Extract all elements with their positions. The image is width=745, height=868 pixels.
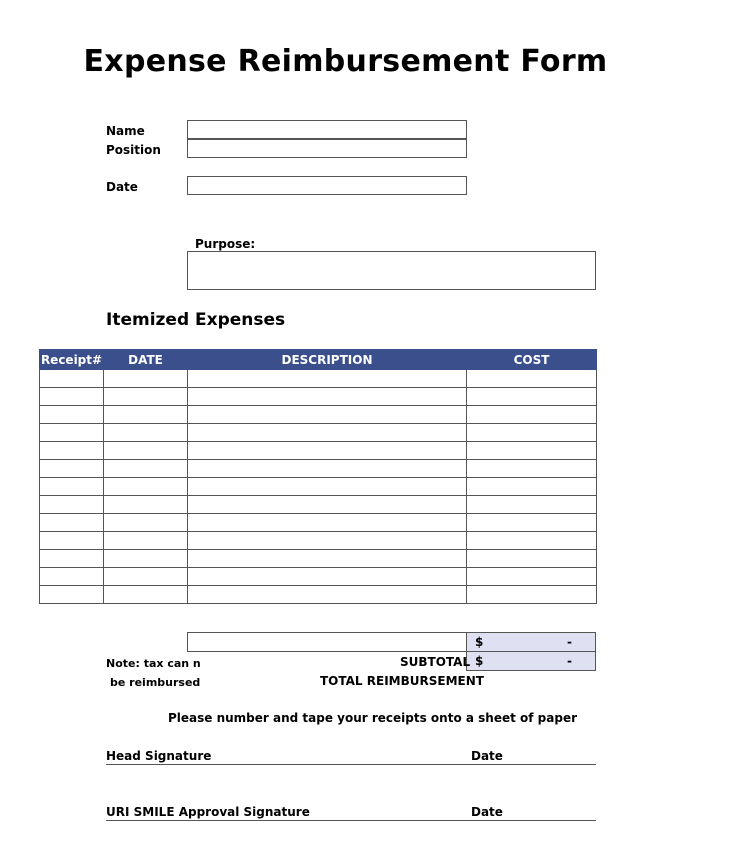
cost-cell[interactable] bbox=[467, 586, 597, 604]
expense-table bbox=[39, 349, 597, 604]
description-cell[interactable] bbox=[188, 370, 467, 388]
cost-total-cell bbox=[466, 632, 596, 652]
approval-date-label: Date bbox=[471, 805, 503, 819]
description-cell[interactable] bbox=[188, 424, 467, 442]
name-field[interactable] bbox=[187, 120, 467, 139]
note-line-1: Note: tax can n bbox=[106, 657, 201, 670]
subtotal-label: SUBTOTAL bbox=[400, 655, 471, 669]
table-row bbox=[40, 496, 597, 514]
description-cell[interactable] bbox=[188, 550, 467, 568]
table-row bbox=[40, 424, 597, 442]
receipt-cell[interactable] bbox=[40, 496, 104, 514]
cost-cell[interactable] bbox=[467, 424, 597, 442]
receipt-cell[interactable] bbox=[40, 568, 104, 586]
cost-cell[interactable] bbox=[467, 460, 597, 478]
col-header-description: DESCRIPTION bbox=[188, 350, 467, 370]
col-header-receipt: Receipt# bbox=[40, 350, 104, 370]
receipt-cell[interactable] bbox=[40, 442, 104, 460]
date-cell[interactable] bbox=[104, 388, 188, 406]
description-cell[interactable] bbox=[188, 388, 467, 406]
description-cell[interactable] bbox=[188, 460, 467, 478]
receipt-cell[interactable] bbox=[40, 586, 104, 604]
description-cell[interactable] bbox=[188, 532, 467, 550]
col-header-cost: COST bbox=[467, 350, 597, 370]
date-cell[interactable] bbox=[104, 496, 188, 514]
date-cell[interactable] bbox=[104, 586, 188, 604]
purpose-label: Purpose: bbox=[195, 237, 256, 251]
col-header-date: DATE bbox=[104, 350, 188, 370]
form-title: Expense Reimbursement Form bbox=[83, 44, 608, 79]
approval-signature-line[interactable] bbox=[106, 820, 596, 821]
receipt-cell[interactable] bbox=[40, 370, 104, 388]
cost-cell[interactable] bbox=[467, 406, 597, 424]
date-cell[interactable] bbox=[104, 550, 188, 568]
subtotal-value-cell bbox=[466, 651, 596, 671]
cost-cell[interactable] bbox=[467, 514, 597, 532]
description-cell[interactable] bbox=[188, 406, 467, 424]
date-cell[interactable] bbox=[104, 478, 188, 496]
cost-cell[interactable] bbox=[467, 370, 597, 388]
date-cell[interactable] bbox=[104, 460, 188, 478]
receipt-cell[interactable] bbox=[40, 388, 104, 406]
position-field[interactable] bbox=[187, 139, 467, 158]
subtotal-value: - bbox=[567, 654, 572, 668]
currency-symbol: $ bbox=[475, 654, 484, 668]
purpose-field[interactable] bbox=[187, 251, 596, 290]
table-row bbox=[40, 532, 597, 550]
date-cell[interactable] bbox=[104, 514, 188, 532]
itemized-heading: Itemized Expenses bbox=[106, 310, 286, 330]
date-cell[interactable] bbox=[104, 532, 188, 550]
table-row bbox=[40, 568, 597, 586]
date-cell[interactable] bbox=[104, 424, 188, 442]
table-row bbox=[40, 406, 597, 424]
cost-cell[interactable] bbox=[467, 496, 597, 514]
table-row bbox=[40, 388, 597, 406]
description-cell[interactable] bbox=[188, 442, 467, 460]
expense-body bbox=[40, 370, 597, 604]
date-cell[interactable] bbox=[104, 406, 188, 424]
head-signature-label: Head Signature bbox=[106, 749, 212, 763]
head-signature-line[interactable] bbox=[106, 764, 596, 765]
description-cell[interactable] bbox=[188, 496, 467, 514]
receipt-cell[interactable] bbox=[40, 460, 104, 478]
approval-signature-label: URI SMILE Approval Signature bbox=[106, 805, 310, 819]
table-row bbox=[40, 442, 597, 460]
cost-total-value: - bbox=[567, 635, 572, 649]
table-row bbox=[40, 460, 597, 478]
receipt-cell[interactable] bbox=[40, 532, 104, 550]
instructions-text: Please number and tape your receipts onto a sheet of paper bbox=[167, 711, 577, 725]
name-label: Name bbox=[106, 124, 145, 138]
cost-cell[interactable] bbox=[467, 532, 597, 550]
total-spacer-cell bbox=[187, 632, 467, 652]
table-row bbox=[40, 370, 597, 388]
expense-header-row bbox=[40, 350, 597, 370]
receipt-cell[interactable] bbox=[40, 424, 104, 442]
note-line-2: be reimbursed bbox=[110, 676, 201, 689]
table-row bbox=[40, 586, 597, 604]
receipt-cell[interactable] bbox=[40, 406, 104, 424]
receipt-cell[interactable] bbox=[40, 550, 104, 568]
date-cell[interactable] bbox=[104, 442, 188, 460]
receipt-cell[interactable] bbox=[40, 514, 104, 532]
cost-cell[interactable] bbox=[467, 442, 597, 460]
cost-cell[interactable] bbox=[467, 550, 597, 568]
date-cell[interactable] bbox=[104, 568, 188, 586]
table-row bbox=[40, 550, 597, 568]
date-label: Date bbox=[106, 180, 138, 194]
description-cell[interactable] bbox=[188, 586, 467, 604]
total-reimbursement-label: TOTAL REIMBURSEMENT bbox=[320, 674, 484, 688]
table-row bbox=[40, 478, 597, 496]
cost-cell[interactable] bbox=[467, 568, 597, 586]
cost-cell[interactable] bbox=[467, 478, 597, 496]
table-row bbox=[40, 514, 597, 532]
currency-symbol: $ bbox=[475, 635, 484, 649]
description-cell[interactable] bbox=[188, 478, 467, 496]
description-cell[interactable] bbox=[188, 514, 467, 532]
date-cell[interactable] bbox=[104, 370, 188, 388]
cost-cell[interactable] bbox=[467, 388, 597, 406]
head-date-label: Date bbox=[471, 749, 503, 763]
description-cell[interactable] bbox=[188, 568, 467, 586]
receipt-cell[interactable] bbox=[40, 478, 104, 496]
date-field[interactable] bbox=[187, 176, 467, 195]
position-label: Position bbox=[106, 143, 161, 157]
